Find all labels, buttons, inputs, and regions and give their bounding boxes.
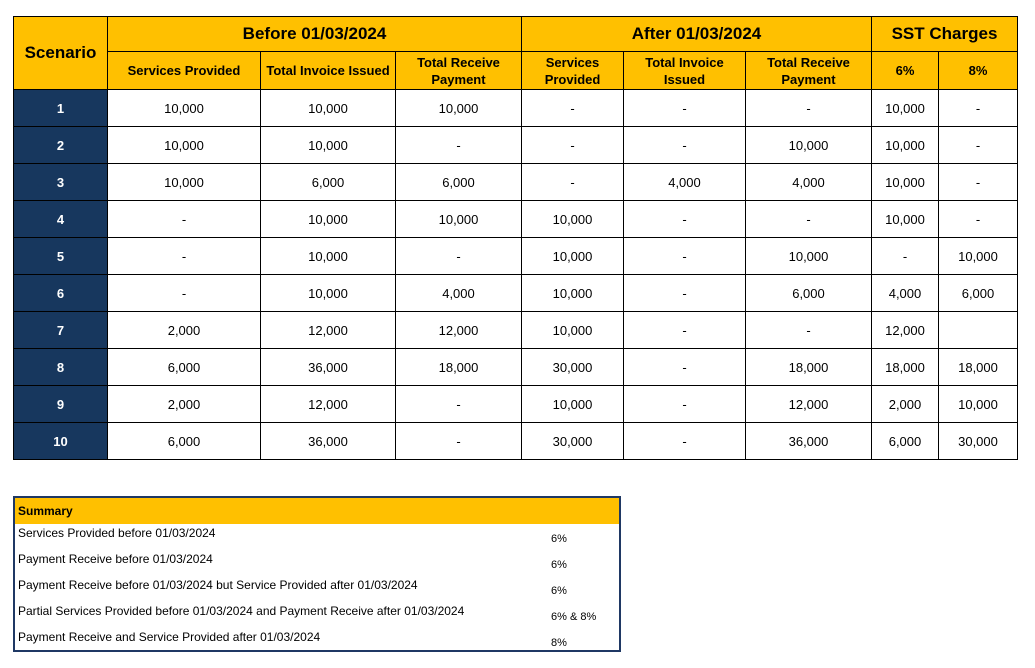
- table-cell: -: [624, 127, 746, 164]
- summary-item-text: Payment Receive before 01/03/2024 but Service Provided after 01/03/2024: [18, 578, 418, 592]
- table-cell: 10,000: [261, 238, 396, 275]
- table-cell: -: [624, 386, 746, 423]
- table-cell: 2,000: [108, 386, 261, 423]
- summary-item-rate: 6% & 8%: [551, 611, 597, 623]
- before-total-receive-header: Total Receive Payment: [396, 52, 522, 90]
- table-cell: -: [396, 127, 522, 164]
- table-cell: 10,000: [108, 164, 261, 201]
- summary-item-rate: 6%: [551, 585, 567, 597]
- table-row: [14, 423, 1018, 460]
- summary-item: [15, 628, 619, 654]
- table-cell: 10,000: [108, 90, 261, 127]
- table-row: [14, 312, 1018, 349]
- table-cell: 12,000: [396, 312, 522, 349]
- table-cell: -: [108, 201, 261, 238]
- table-cell: -: [108, 238, 261, 275]
- before-total-invoice-header: Total Invoice Issued: [261, 52, 396, 90]
- table-cell: 4,000: [624, 164, 746, 201]
- summary-title: Summary: [15, 498, 619, 524]
- scenario-number: 3: [14, 164, 108, 201]
- table-cell: 12,000: [261, 386, 396, 423]
- table-cell: -: [108, 275, 261, 312]
- table-row: [14, 349, 1018, 386]
- summary-item-text: Payment Receive and Service Provided after 01/03/2024: [18, 630, 321, 644]
- table-cell: 30,000: [522, 423, 624, 460]
- table-cell: 30,000: [522, 349, 624, 386]
- table-row: [14, 164, 1018, 201]
- table-cell: 6,000: [108, 423, 261, 460]
- table-cell: 18,000: [746, 349, 872, 386]
- scenario-number: 10: [14, 423, 108, 460]
- scenario-number: 9: [14, 386, 108, 423]
- table-cell: -: [624, 349, 746, 386]
- sst-charges-header: SST Charges: [872, 17, 1018, 52]
- summary-item-text: Services Provided before 01/03/2024: [18, 526, 216, 540]
- table-cell: -: [939, 201, 1018, 238]
- table-cell: -: [624, 201, 746, 238]
- sst-8-percent-header: 8%: [939, 52, 1018, 90]
- after-total-invoice-header: Total Invoice Issued: [624, 52, 746, 90]
- table-cell: -: [872, 238, 939, 275]
- table-cell: 10,000: [939, 386, 1018, 423]
- table-cell: 2,000: [872, 386, 939, 423]
- table-cell: 10,000: [872, 90, 939, 127]
- summary-item: [15, 550, 619, 576]
- table-cell: 6,000: [872, 423, 939, 460]
- table-cell: 10,000: [522, 238, 624, 275]
- scenario-header: Scenario: [14, 17, 108, 90]
- scenario-number: 6: [14, 275, 108, 312]
- table-row: [14, 238, 1018, 275]
- table-cell: 10,000: [872, 127, 939, 164]
- table-cell: 10,000: [261, 275, 396, 312]
- table-cell: 36,000: [261, 349, 396, 386]
- table-cell: 10,000: [522, 201, 624, 238]
- table-cell: 10,000: [872, 201, 939, 238]
- scenario-number: 7: [14, 312, 108, 349]
- after-total-receive-header: Total Receive Payment: [746, 52, 872, 90]
- table-row: [14, 386, 1018, 423]
- scenario-number: 5: [14, 238, 108, 275]
- table-cell: 18,000: [396, 349, 522, 386]
- table-cell: 10,000: [939, 238, 1018, 275]
- table-cell: 6,000: [108, 349, 261, 386]
- after-date-header: After 01/03/2024: [522, 17, 872, 52]
- summary-list: [15, 524, 619, 654]
- summary-item-rate: 6%: [551, 559, 567, 571]
- table-cell: -: [939, 164, 1018, 201]
- table-cell: -: [939, 90, 1018, 127]
- table-cell: -: [624, 312, 746, 349]
- table-cell: -: [522, 127, 624, 164]
- table-cell: -: [624, 275, 746, 312]
- summary-item-text: Partial Services Provided before 01/03/2024 and Payment Receive after 01/03/2024: [18, 604, 465, 618]
- summary-item-rate: 8%: [551, 637, 567, 649]
- summary-item: [15, 524, 619, 550]
- table-cell: 10,000: [522, 275, 624, 312]
- table-row: [14, 127, 1018, 164]
- summary-item: [15, 576, 619, 602]
- sst-6-percent-header: 6%: [872, 52, 939, 90]
- table-cell: 6,000: [939, 275, 1018, 312]
- table-cell: -: [522, 90, 624, 127]
- summary-item: [15, 602, 619, 628]
- table-cell: -: [746, 312, 872, 349]
- table-cell: 10,000: [261, 201, 396, 238]
- summary-item-text: Payment Receive before 01/03/2024: [18, 552, 213, 566]
- table-cell: 10,000: [396, 201, 522, 238]
- table-cell: 36,000: [746, 423, 872, 460]
- table-cell: 18,000: [939, 349, 1018, 386]
- table-body: [14, 90, 1018, 460]
- after-services-provided-header: Services Provided: [522, 52, 624, 90]
- table-cell: 4,000: [872, 275, 939, 312]
- table-cell: 10,000: [522, 312, 624, 349]
- table-cell: 30,000: [939, 423, 1018, 460]
- table-cell: -: [396, 386, 522, 423]
- table-cell: -: [624, 423, 746, 460]
- table-row: [14, 201, 1018, 238]
- table-cell: 36,000: [261, 423, 396, 460]
- table-cell: 10,000: [872, 164, 939, 201]
- table-cell: 10,000: [396, 90, 522, 127]
- scenario-number: 8: [14, 349, 108, 386]
- table-cell: -: [624, 90, 746, 127]
- table-cell: -: [396, 238, 522, 275]
- table-cell: 10,000: [746, 127, 872, 164]
- table-cell: 4,000: [746, 164, 872, 201]
- summary-box: [13, 496, 621, 652]
- table-cell: 10,000: [261, 127, 396, 164]
- scenario-number: 2: [14, 127, 108, 164]
- table-row: [14, 90, 1018, 127]
- table-cell: [939, 312, 1018, 349]
- table-cell: -: [939, 127, 1018, 164]
- table-cell: 6,000: [261, 164, 396, 201]
- table-cell: 4,000: [396, 275, 522, 312]
- table-cell: 18,000: [872, 349, 939, 386]
- sst-scenario-table: [13, 16, 1018, 460]
- before-services-provided-header: Services Provided: [108, 52, 261, 90]
- table-cell: -: [746, 201, 872, 238]
- table-cell: 10,000: [108, 127, 261, 164]
- table-row: [14, 275, 1018, 312]
- table-cell: 10,000: [261, 90, 396, 127]
- table-cell: -: [624, 238, 746, 275]
- table-cell: 10,000: [522, 386, 624, 423]
- table-cell: -: [396, 423, 522, 460]
- table-cell: 12,000: [261, 312, 396, 349]
- table-cell: -: [746, 90, 872, 127]
- table-cell: 6,000: [746, 275, 872, 312]
- scenario-number: 4: [14, 201, 108, 238]
- table-cell: 2,000: [108, 312, 261, 349]
- table-cell: 12,000: [746, 386, 872, 423]
- table-cell: 12,000: [872, 312, 939, 349]
- table-cell: 6,000: [396, 164, 522, 201]
- before-date-header: Before 01/03/2024: [108, 17, 522, 52]
- table-cell: 10,000: [746, 238, 872, 275]
- scenario-number: 1: [14, 90, 108, 127]
- table-cell: -: [522, 164, 624, 201]
- summary-item-rate: 6%: [551, 533, 567, 545]
